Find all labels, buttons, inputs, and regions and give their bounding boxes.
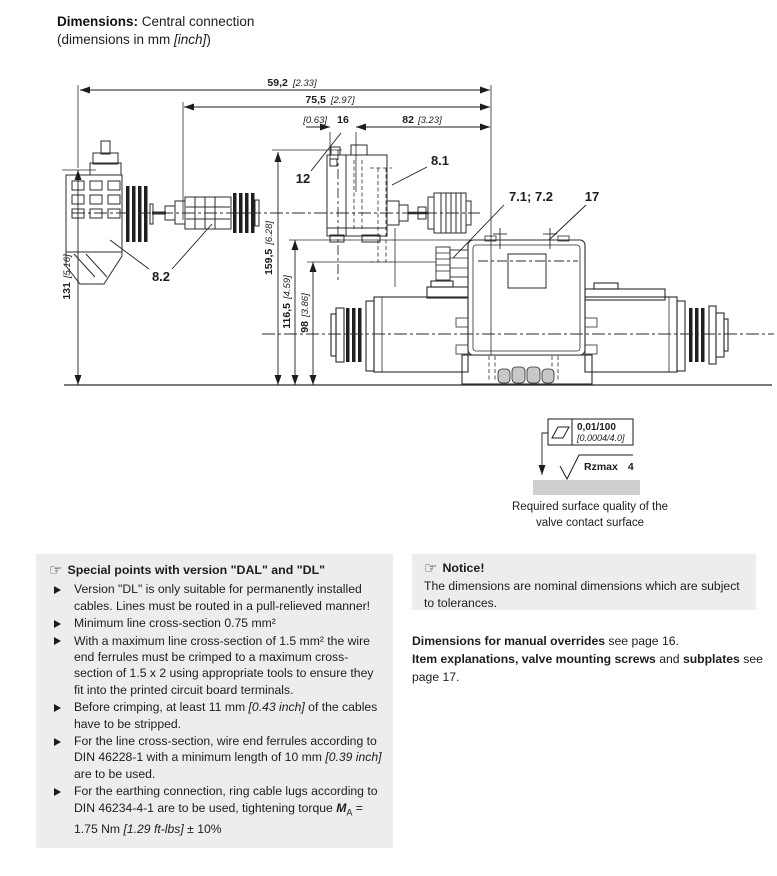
title-text: Central connection bbox=[138, 14, 255, 29]
dim-116-label: 116,5[4.59] bbox=[281, 275, 293, 329]
title-subtitle: (dimensions in mm [inch]) bbox=[57, 32, 211, 47]
flatness-value-inch: [0.0004/4.0] bbox=[577, 433, 625, 443]
notice-box bbox=[412, 554, 756, 610]
bullet-triangle-icon bbox=[54, 788, 61, 796]
item-label-12: 12 bbox=[295, 171, 311, 186]
page-references bbox=[412, 632, 764, 686]
valve-body bbox=[331, 228, 728, 384]
item-label-17: 17 bbox=[584, 189, 600, 204]
dim-131-label: 131[5.16] bbox=[61, 254, 73, 300]
notice-body: The dimensions are nominal dimensions which are subject to tolerances. bbox=[424, 579, 740, 610]
item-label-8-1: 8.1 bbox=[430, 153, 450, 168]
dim-16-inch-label: [0.63] bbox=[303, 115, 327, 126]
roughness-value: Rzmax 4 bbox=[584, 461, 634, 473]
dim-59-label: 59,2 [2.33] bbox=[267, 77, 317, 89]
list-item: Minimum line cross-section 0.75 mm² bbox=[53, 615, 383, 631]
pointing-hand-icon: ☞ bbox=[49, 562, 63, 579]
list-item: With a maximum line cross-section of 1.5 mm² the wire end ferrules must be crimped to a maximum cross-section of 1.5 x 2 using appropriate tools to ensure they fit into the printed circuit board terminals. bbox=[53, 633, 383, 699]
dim-16-label: 16 bbox=[337, 114, 349, 126]
list-item: Version "DL" is only suitable for permanently installed cables. Lines must be routed in a pull-relieved manner! bbox=[53, 581, 383, 614]
special-points-title: Special points with version "DAL" and "DL" bbox=[67, 563, 326, 577]
dim-82-label: 82 [3.23] bbox=[402, 114, 442, 126]
bullet-triangle-icon bbox=[54, 586, 61, 594]
bullet-triangle-icon bbox=[54, 620, 61, 628]
bullet-triangle-icon bbox=[54, 637, 61, 645]
item-label-8-2: 8.2 bbox=[151, 269, 171, 284]
bullet-triangle-icon bbox=[54, 704, 61, 712]
special-points-list bbox=[49, 581, 383, 837]
list-item: For the line cross-section, wire end ferrules according to DIN 46228-1 with a minimum length of 10 mm [0.39 inch] are to be used. bbox=[53, 733, 383, 782]
notice-title: Notice! bbox=[442, 561, 485, 575]
dim-75-label: 75,5 [2.97] bbox=[305, 94, 355, 106]
pointing-hand-icon: ☞ bbox=[424, 560, 438, 577]
surface-caption-line2: valve contact surface bbox=[535, 517, 645, 529]
bullet-triangle-icon bbox=[54, 738, 61, 746]
special-points-box bbox=[36, 554, 393, 848]
list-item: For the earthing connection, ring cable lugs according to DIN 46234-4-1 are to be used, tightening torque $M_A = 1.75$ Nm [1.29 ft-lbs] ± 10% bbox=[53, 783, 383, 837]
list-item: Before crimping, at least 11 mm [0.43 inch] of the cables have to be stripped. bbox=[53, 699, 383, 732]
title-keyword: Dimensions: bbox=[57, 14, 139, 29]
central-plug-part-12 bbox=[327, 145, 395, 287]
surface-caption-line1: Required surface quality of the bbox=[512, 501, 668, 513]
contact-surface-bar bbox=[533, 480, 640, 495]
flatness-value: 0,01/100 bbox=[577, 422, 616, 433]
reference-line: Dimensions for manual overrides see page 16. bbox=[412, 634, 679, 648]
item-label-7-1-7-2: 7.1; 7.2 bbox=[508, 189, 554, 204]
reference-line: Item explanations, valve mounting screws and subplates see page 17. bbox=[412, 652, 763, 684]
dim-98-label: 98[3.86] bbox=[299, 293, 311, 333]
dim-159-label: 159,5[6.28] bbox=[263, 220, 275, 276]
